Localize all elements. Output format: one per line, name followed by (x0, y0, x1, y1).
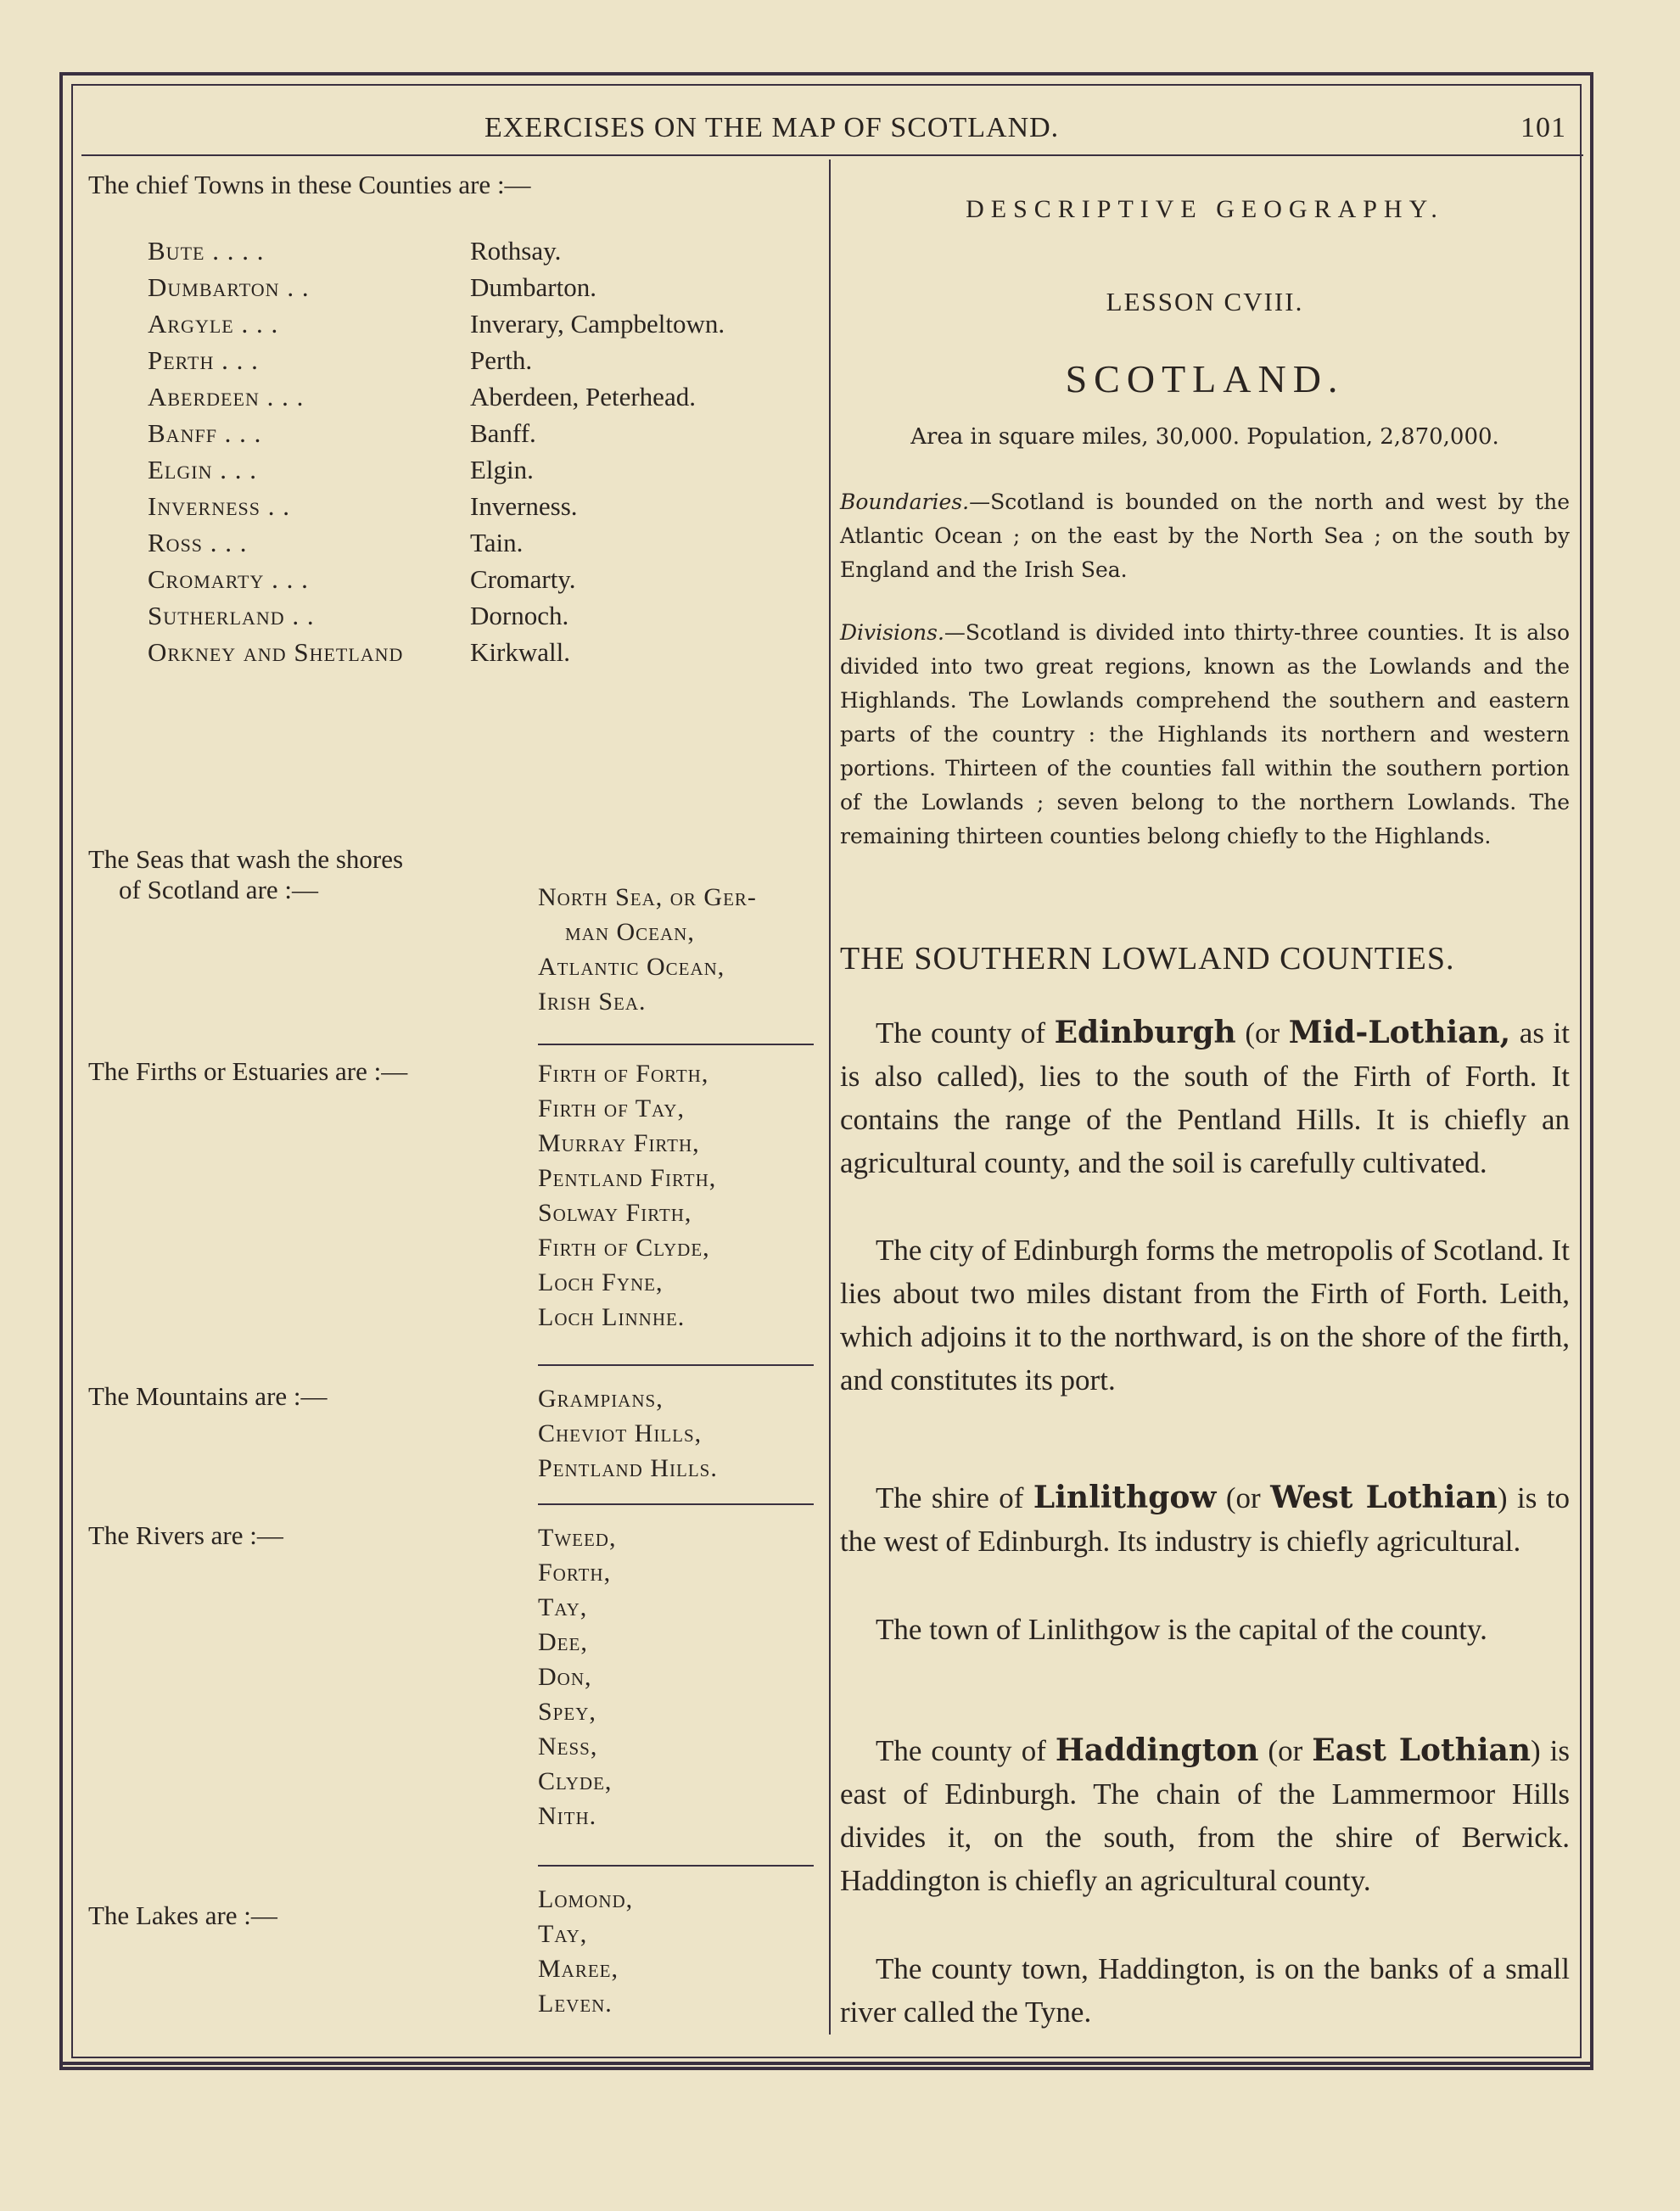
county-town: Inverness. (470, 491, 578, 521)
town-row (148, 309, 809, 345)
county-name: Haddington (1055, 1732, 1259, 1768)
list-item: Loch Linnhe. (538, 1303, 686, 1331)
list-item: man Ocean, (565, 918, 695, 946)
town-row (148, 564, 809, 601)
text-span: The county of (876, 1734, 1056, 1767)
firths-items (538, 1056, 809, 1335)
bottom-rule (59, 2062, 1593, 2065)
county-name: Sutherland . . (148, 601, 315, 630)
divisions-text: —Scotland is divided into thirty-three counties. It is also divided into two great regions, known as the Lowlands and the Highlands. The Lowlands comprehend the southern and eastern parts of the country : the Highlands its northern and western portions. Thirteen of the counties fall within the southern portion of the Lowlands ; seven belong to the northern Lowlands. The remaining thirteen counties belong chiefly to the Highlands. (840, 620, 1570, 848)
list-item: Forth, (538, 1559, 612, 1587)
county-name: Inverness . . (148, 491, 291, 521)
town-row (148, 491, 809, 528)
haddington-town-paragraph: The county town, Haddington, is on the banks of a small river called the Tyne. (840, 1952, 1570, 2029)
county-town: Banff. (470, 418, 536, 448)
county-town: Dumbarton. (470, 272, 596, 302)
descriptive-heading: DESCRIPTIVE GEOGRAPHY. (966, 195, 1444, 223)
list-item: Pentland Firth, (538, 1164, 717, 1192)
town-row (148, 637, 809, 674)
list-item: Lomond, (538, 1885, 634, 1913)
list-item: Tay, (538, 1593, 588, 1621)
list-item: Pentland Hills. (538, 1454, 718, 1482)
county-alt-name: Mid-Lothian, (1288, 1015, 1511, 1050)
list-item: Solway Firth, (538, 1199, 692, 1227)
mountains-label: The Mountains are :— (88, 1381, 328, 1411)
list-item: Loch Fyne, (538, 1268, 664, 1296)
county-name: Dumbarton . . (148, 272, 310, 302)
list-item: Tay, (538, 1920, 588, 1948)
text-span: ) is to the west of Edinburgh. Its industry is chiefly agricultural. (840, 1481, 1570, 1558)
separator (538, 1503, 814, 1505)
list-item: Grampians, (538, 1385, 664, 1413)
county-town: Rothsay. (470, 236, 562, 266)
list-item: Atlantic Ocean, (538, 953, 725, 981)
lakes-label: The Lakes are :— (88, 1900, 277, 1930)
list-item: Irish Sea. (538, 988, 647, 1016)
county-town: Cromarty. (470, 564, 576, 594)
county-alt-name: West Lothian (1270, 1480, 1498, 1515)
list-item: Don, (538, 1663, 592, 1691)
header-rule (81, 154, 1583, 156)
county-town: Kirkwall. (470, 637, 570, 667)
separator (538, 1044, 814, 1045)
list-item: Murray Firth, (538, 1129, 700, 1157)
rivers-label: The Rivers are :— (88, 1520, 283, 1550)
county-name: Edinburgh (1054, 1015, 1236, 1050)
text-span: (or (1216, 1481, 1271, 1514)
list-item: Nith. (538, 1802, 597, 1830)
county-name: Aberdeen . . . (148, 382, 305, 411)
text-span: (or (1258, 1734, 1313, 1767)
county-name: Elgin . . . (148, 455, 257, 484)
county-name: Perth . . . (148, 345, 259, 375)
county-name: Argyle . . . (148, 309, 279, 339)
edinburgh-paragraph (840, 1011, 1570, 1184)
town-row (148, 272, 809, 309)
linlithgow-paragraph (840, 1476, 1570, 1563)
town-row (148, 528, 809, 564)
area-population: Area in square miles, 30,000. Population, 2,870,000. (910, 424, 1499, 450)
running-header (81, 109, 1583, 151)
county-town: Tain. (470, 528, 524, 557)
county-town: Perth. (470, 345, 533, 375)
list-item: Spey, (538, 1698, 596, 1726)
town-row (148, 236, 809, 272)
mountains-items (538, 1381, 809, 1486)
town-row (148, 601, 809, 637)
text-span: as it is also called), lies to the south of the Firth of Forth. It contains the range of the Pentland Hills. It is chiefly an agricultural county, and the soil is carefully cultivated. (840, 1016, 1571, 1179)
list-item: Firth of Tay, (538, 1094, 685, 1122)
section-title: THE SOUTHERN LOWLAND COUNTIES. (840, 941, 1455, 977)
county-name: Orkney and Shetland (148, 637, 404, 667)
list-item: Dee, (538, 1628, 588, 1656)
text-span: (or (1235, 1016, 1289, 1050)
seas-items (538, 880, 809, 1019)
text-span: The shire of (876, 1481, 1033, 1514)
separator (538, 1865, 814, 1867)
text-span: The county of (876, 1016, 1055, 1050)
edinburgh-city-paragraph: The city of Edinburgh forms the metropolis of Scotland. It lies about two miles distant from the Firth of Forth. Leith, which adjoins it to the northward, is on the shore of the firth, and constitutes its port. (840, 1234, 1570, 1397)
county-alt-name: East Lothian (1312, 1732, 1532, 1768)
header-title: EXERCISES ON THE MAP OF SCOTLAND. (484, 112, 1060, 143)
linlithgow-town-paragraph: The town of Linlithgow is the capital of the county. (876, 1613, 1487, 1646)
list-item: Maree, (538, 1955, 619, 1983)
haddington-paragraph (840, 1729, 1570, 1902)
list-item: Ness, (538, 1732, 598, 1760)
seas-label-line1: The Seas that wash the shores (88, 844, 404, 874)
county-name: Bute . . . . (148, 236, 265, 266)
boundaries-paragraph (840, 485, 1570, 587)
town-row (148, 345, 809, 382)
county-name: Linlithgow (1033, 1480, 1217, 1515)
list-item: Cheviot Hills, (538, 1419, 703, 1447)
list-item: North Sea, or Ger- (538, 883, 757, 911)
county-town: Aberdeen, Peterhead. (470, 382, 696, 411)
left-column (88, 170, 818, 2018)
seas-label-line2: of Scotland are :— (119, 875, 319, 904)
right-column (840, 195, 1571, 2029)
lesson-number: LESSON CVIII. (1106, 287, 1304, 316)
rivers-items (538, 1520, 809, 1833)
list-item: Tweed, (538, 1524, 617, 1552)
county-name: Ross . . . (148, 528, 248, 557)
list-item: Firth of Clyde, (538, 1234, 710, 1262)
list-item: Leven. (538, 1990, 613, 2018)
towns-list (148, 236, 809, 674)
towns-intro: The chief Towns in these Counties are :— (88, 170, 531, 199)
county-name: Banff . . . (148, 418, 262, 448)
separator (538, 1364, 814, 1366)
county-town: Inverary, Campbeltown. (470, 309, 725, 339)
town-row (148, 455, 809, 491)
county-name: Cromarty . . . (148, 564, 309, 594)
page-number: 101 (1520, 112, 1566, 143)
town-row (148, 418, 809, 455)
county-town: Elgin. (470, 455, 534, 484)
list-item: Firth of Forth, (538, 1060, 709, 1088)
list-item: Clyde, (538, 1767, 613, 1795)
lakes-items (538, 1882, 809, 2021)
column-divider (829, 160, 831, 2035)
divisions-label: Divisions. (840, 620, 944, 645)
town-row (148, 382, 809, 418)
county-town: Dornoch. (470, 601, 569, 630)
country-title: SCOTLAND. (1065, 357, 1345, 400)
seas-label (88, 844, 403, 905)
boundaries-text: —Scotland is bounded on the north and west by the Atlantic Ocean ; on the east by the North Sea ; on the south by England and the Irish Sea. (840, 490, 1570, 582)
divisions-paragraph (840, 616, 1570, 854)
text-span: ) is east of Edinburgh. The chain of the Lammermoor Hills divides it, on the south, from the shire of Berwick. Haddington is chiefly an agricultural county. (840, 1734, 1571, 1897)
firths-label: The Firths or Estuaries are :— (88, 1056, 408, 1086)
boundaries-label: Boundaries. (840, 490, 970, 514)
